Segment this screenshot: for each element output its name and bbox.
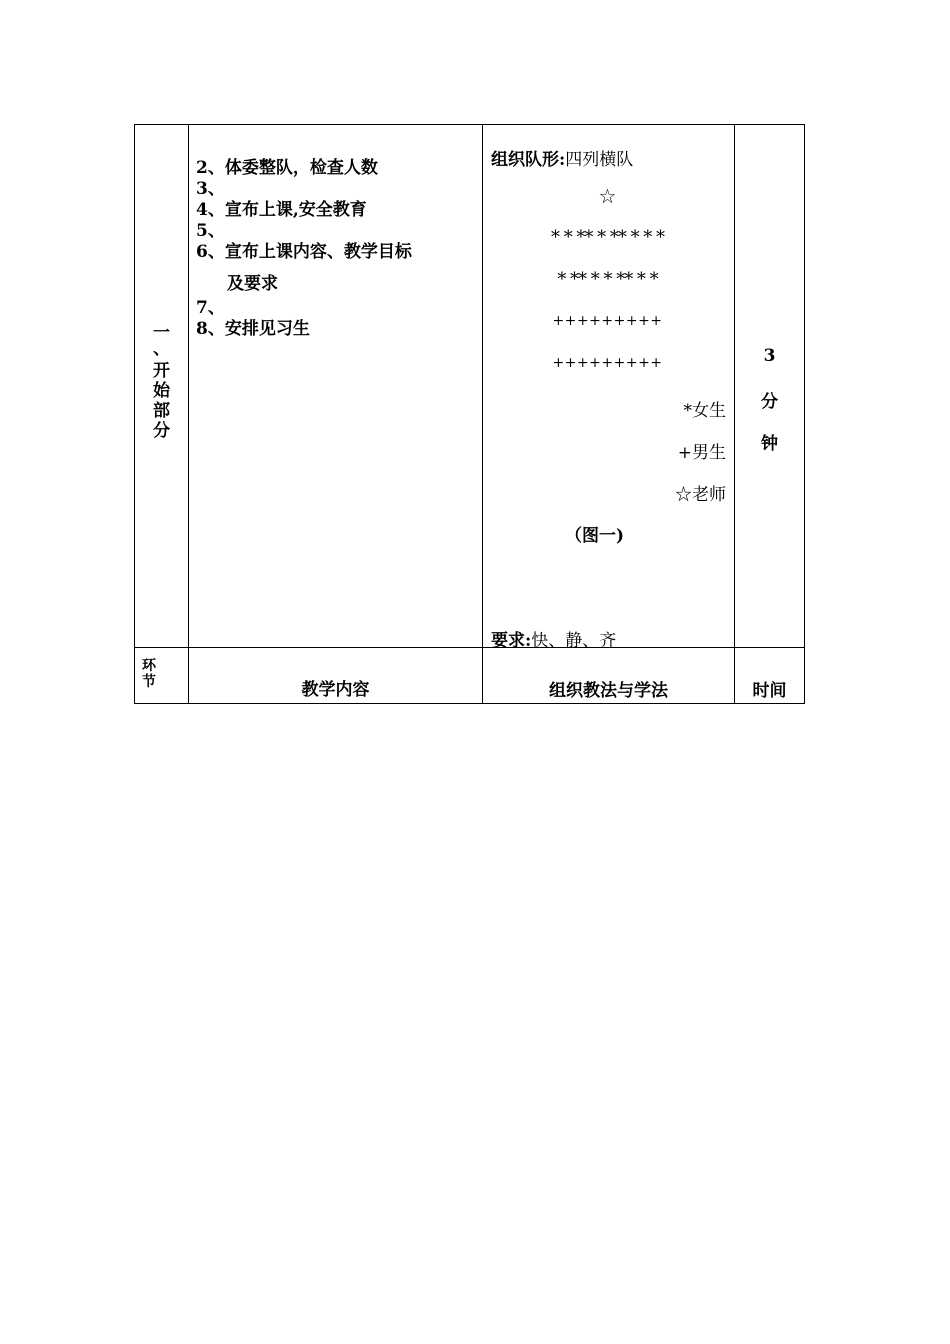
header-content-cell bbox=[188, 647, 483, 704]
content-item: 2、体委整队，检查人数 bbox=[196, 158, 378, 178]
header-section-cell bbox=[134, 647, 189, 704]
section-char: 始 bbox=[153, 381, 170, 401]
teacher-star-icon: ☆ bbox=[598, 184, 617, 208]
content-item: 4、宣布上课,安全教育 bbox=[196, 200, 367, 220]
header-organization-cell bbox=[482, 647, 735, 704]
content-list bbox=[196, 158, 412, 340]
section-char: 部 bbox=[153, 401, 170, 421]
header-time-cell bbox=[734, 647, 805, 704]
formation-line bbox=[491, 145, 633, 170]
time-value: 3 bbox=[763, 346, 776, 366]
content-item: 5、 bbox=[196, 221, 225, 241]
lesson-plan-table bbox=[134, 124, 805, 704]
header-section bbox=[142, 658, 156, 690]
content-item: 6、宣布上课内容、教学目标 bbox=[196, 242, 412, 262]
organization-content bbox=[481, 124, 734, 651]
section-cell bbox=[134, 124, 189, 648]
time-unit-char: 钟 bbox=[761, 434, 778, 454]
section-char: 开 bbox=[153, 361, 170, 381]
formation-row-boys-2: +++++++++ bbox=[552, 355, 663, 371]
formation-value: 四列横队 bbox=[565, 150, 634, 170]
header-time: 时间 bbox=[752, 681, 787, 701]
header-organization: 组织教法与学法 bbox=[549, 681, 668, 701]
legend-teacher: ☆老师 bbox=[675, 485, 726, 505]
formation-row-girls-2: * ** * * ** * * bbox=[557, 269, 658, 290]
requirement-value: 快、静、齐 bbox=[531, 631, 617, 651]
requirement-label: 要求: bbox=[491, 631, 532, 651]
section-char: 分 bbox=[153, 421, 170, 441]
section-char: 、 bbox=[153, 339, 170, 359]
content-item: 及要求 bbox=[227, 274, 278, 294]
legend-boys: +男生 bbox=[677, 443, 726, 463]
formation-row-boys-1: +++++++++ bbox=[552, 313, 663, 329]
time-unit-char: 分 bbox=[761, 392, 778, 412]
header-section-char: 节 bbox=[142, 674, 156, 690]
formation-label: 组织队形: bbox=[491, 150, 566, 170]
header-content: 教学内容 bbox=[301, 680, 370, 700]
header-section-char: 环 bbox=[142, 658, 156, 674]
legend-girls: *女生 bbox=[683, 401, 726, 421]
content-item: 3、 bbox=[196, 179, 225, 199]
section-char: 一 bbox=[153, 323, 170, 343]
content-item: 7、 bbox=[196, 298, 225, 318]
content-item: 8、安排见习生 bbox=[196, 319, 310, 339]
formation-row-girls-1: * * ** * ** * * * bbox=[550, 227, 665, 248]
time-cell bbox=[734, 124, 805, 648]
figure-caption: （图一) bbox=[565, 526, 625, 546]
